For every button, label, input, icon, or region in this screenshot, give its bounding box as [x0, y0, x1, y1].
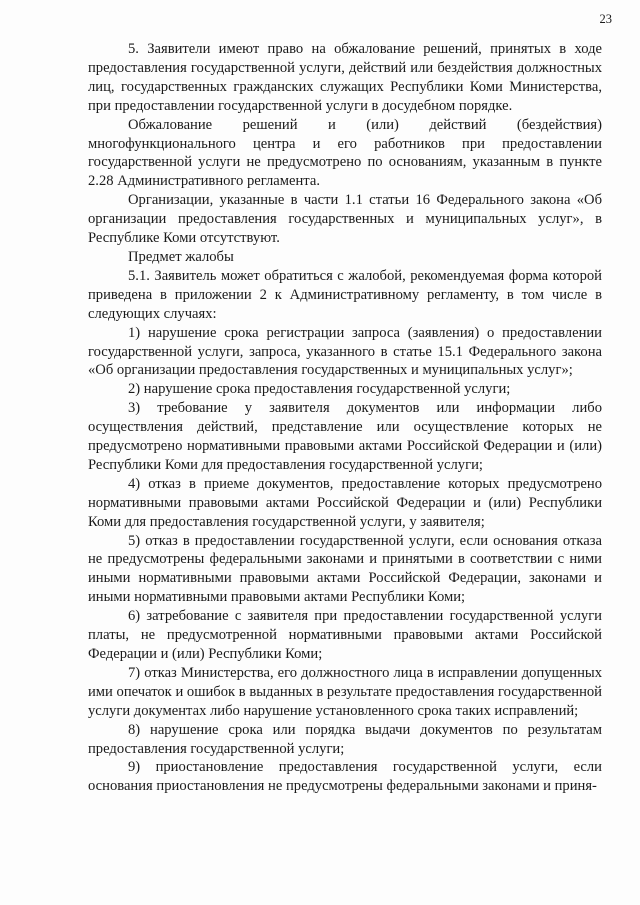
- list-item-4: 4) отказ в приеме документов, предоставление которых предусмотрено нормативными правовыми актами Российской Федерации и (или) Республики Коми для предоставления государственной услуги, у заявителя;: [88, 475, 602, 530]
- list-item-8: 8) нарушение срока или порядка выдачи документов по результатам предоставления государственной услуги;: [88, 721, 602, 757]
- paragraph-mfc-appeal: Обжалование решений и (или) действий (бездействия) многофункционального центра и его работников при предоставлении государственной услуги не предусмотрено по основаниям, указанным в пункте 2.28 Административного регламента.: [88, 116, 602, 190]
- paragraph-complaint-intro: 5.1. Заявитель может обратиться с жалобой, рекомендуемая форма которой приведена в приложении 2 к Административному регламенту, в том числе в следующих случаях:: [88, 267, 602, 322]
- list-item-2: 2) нарушение срока предоставления государственной услуги;: [128, 381, 511, 398]
- list-item-7: 7) отказ Министерства, его должностного лица в исправлении допущенных ими опечаток и ошибок в выданных в результате предоставления государственной услуги документах либо нарушение установленного срока таких исправлений;: [88, 664, 602, 719]
- page-number: 23: [599, 12, 612, 26]
- section-heading: Предмет жалобы: [128, 248, 234, 265]
- list-item-3: 3) требование у заявителя документов или информации либо осуществления действий, представление или осуществление которых не предусмотрено нормативными правовыми актами Российской Федерации и (или) Республики Коми для предоставления государственной услуги;: [88, 400, 602, 473]
- paragraph-appeal-right: 5. Заявители имеют право на обжалование решений, принятых в ходе предоставления государственной услуги, действий или бездействия должностных лиц, государственных гражданских служащих Республики Коми Министерства, при предоставлении государственной услуги в досудебном порядке.: [88, 41, 602, 114]
- list-item-5: 5) отказ в предоставлении государственной услуги, если основания отказа не предусмотрены федеральными законами и принятыми в соответствии с ними иными нормативными правовыми актами Российской Федерации, законами и иными нормативными правовыми актами Республики Коми;: [88, 532, 602, 606]
- list-item-1: 1) нарушение срока регистрации запроса (заявления) о предоставлении государственной услуги, запроса, указанного в статье 15.1 Федерального закона «Об организации предоставления государственных и муниципальных услуг»;: [88, 324, 602, 379]
- list-item-6: 6) затребование с заявителя при предоставлении государственной услуги платы, не предусмотренной нормативными правовыми актами Российской Федерации и (или) Республики Коми;: [88, 608, 602, 662]
- paragraph-organizations: Организации, указанные в части 1.1 статьи 16 Федерального закона «Об организации предоставления государственных и муниципальных услуг», в Республике Коми отсутствуют.: [88, 192, 602, 247]
- list-item-9: 9) приостановление предоставления государственной услуги, если основания приостановления не предусмотрены федеральными законами и приня-: [88, 759, 602, 795]
- document-body: [88, 40, 602, 796]
